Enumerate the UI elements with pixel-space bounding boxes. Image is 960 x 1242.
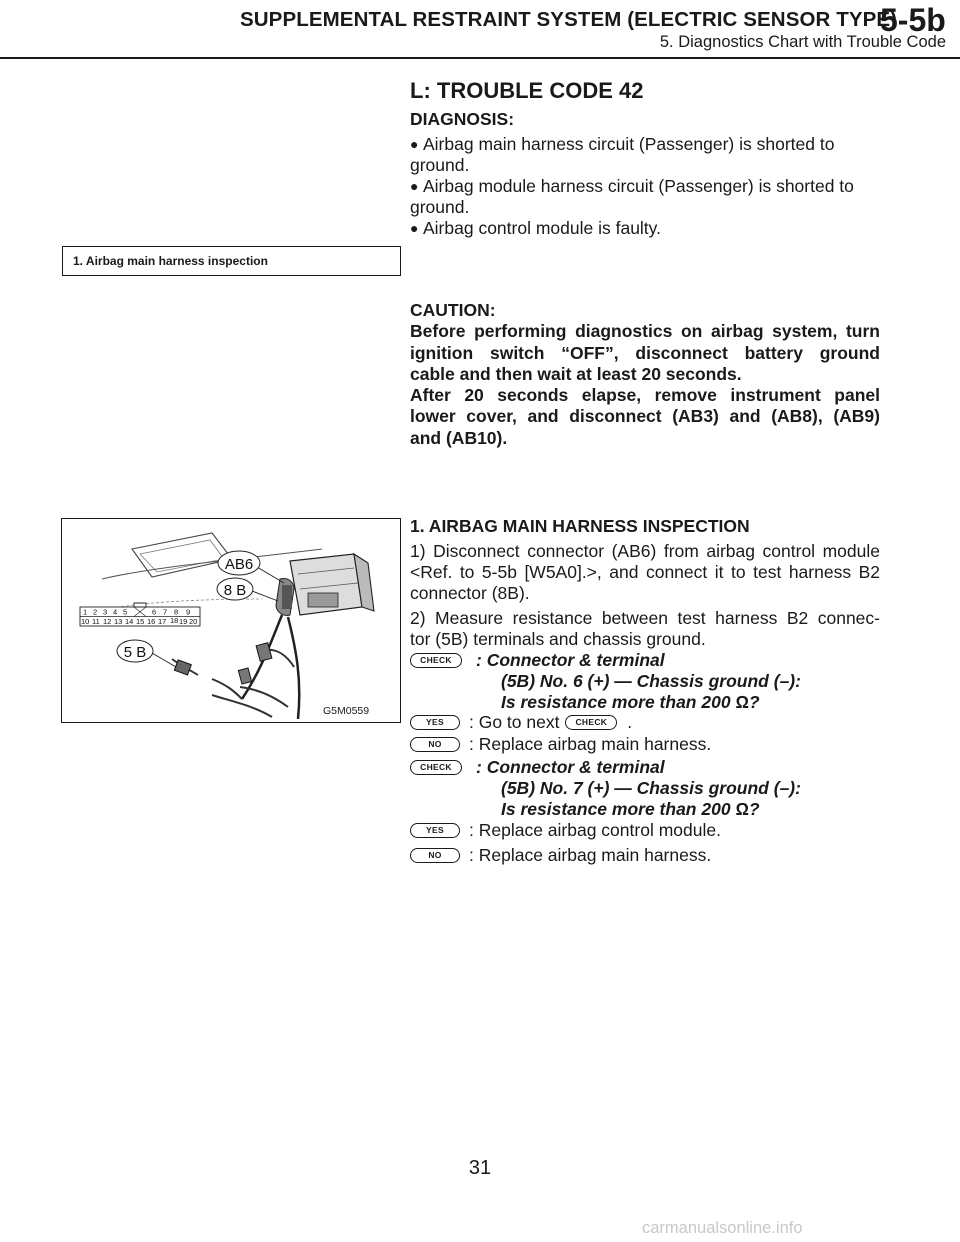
diagnosis-label: DIAGNOSIS: (410, 109, 515, 129)
check-badge-icon: CHECK (410, 760, 462, 775)
check-badge-icon: CHECK (565, 715, 617, 730)
svg-text:3: 3 (103, 607, 108, 617)
callout-5b: 5 B (123, 644, 147, 661)
no-row (410, 845, 711, 866)
bullet-icon: ● (410, 136, 419, 152)
svg-text:16: 16 (147, 617, 156, 626)
diagnosis-bullet: ● Airbag main harness circuit (Passenger) is shorted to ground. (410, 134, 835, 175)
yes-text: : Go to next CHECK . (469, 712, 633, 732)
diagnosis-bullet: ● Airbag control module is faulty. (410, 218, 661, 238)
no-badge-icon: NO (410, 848, 460, 863)
check-badge-icon: CHECK (410, 653, 462, 668)
svg-text:17: 17 (158, 617, 167, 626)
svg-text:6: 6 (152, 607, 157, 617)
header-rule (0, 57, 960, 59)
no-text: : Replace airbag main harness. (469, 734, 712, 754)
trouble-code-heading: L: TROUBLE CODE 42 (410, 78, 644, 103)
svg-text:20: 20 (189, 617, 198, 626)
svg-text:2: 2 (93, 607, 98, 617)
connector-pin-diagram (80, 603, 200, 626)
check-row (410, 757, 801, 820)
caution-block: CAUTION: Before performing diagnostics on airbag system, turn ignition switch “OFF”, disconnect battery ground cable and then wait at least 20 seconds. After 20 seconds elapse, remove instrument panel lower cover, and disconnect (AB3) and (AB8), (AB9) and (AB10). (410, 300, 880, 448)
svg-text:5: 5 (123, 607, 128, 617)
harness-illustration (62, 519, 400, 722)
step-1: 1) Disconnect connector (AB6) from airbag control module <Ref. to 5-5b [W5A0].>, and connect it to test harness B2 connector (8B). (410, 541, 880, 603)
yes-row (410, 712, 632, 733)
section-title: SUPPLEMENTAL RESTRAINT SYSTEM (ELECTRIC SENSOR TYPE) (240, 8, 898, 31)
svg-text:8: 8 (174, 607, 179, 617)
svg-text:18: 18 (170, 616, 179, 625)
yes-row (410, 820, 721, 841)
yes-badge-icon: YES (410, 823, 460, 838)
no-row (410, 734, 711, 755)
svg-text:4: 4 (113, 607, 118, 617)
svg-text:12: 12 (103, 617, 112, 626)
svg-text:14: 14 (125, 617, 134, 626)
svg-text:11: 11 (92, 617, 100, 626)
callout-ab6: AB6 (224, 556, 254, 573)
svg-text:7: 7 (163, 607, 168, 617)
no-badge-icon: NO (410, 737, 460, 752)
harness-figure (61, 518, 401, 723)
footer-watermark: carmanualsonline.info (642, 1219, 803, 1237)
no-text: : Replace airbag main harness. (469, 845, 712, 865)
check-text: : Connector & terminal (5B) No. 7 (+) — Chassis ground (–): Is resistance more than 200 Ω? (476, 757, 801, 819)
yes-badge-icon: YES (410, 715, 460, 730)
bullet-icon: ● (410, 220, 419, 236)
flow-step-box: 1. Airbag main harness inspection (62, 246, 401, 276)
figure-code: G5M0559 (323, 705, 370, 717)
section-code: 5-5b (880, 2, 946, 38)
yes-text: : Replace airbag control module. (469, 820, 721, 840)
svg-text:10: 10 (81, 617, 90, 626)
svg-text:15: 15 (136, 617, 145, 626)
svg-text:9: 9 (186, 607, 191, 617)
svg-text:19: 19 (179, 617, 188, 626)
svg-text:1: 1 (83, 607, 88, 617)
diagnosis-bullet: ● Airbag module harness circuit (Passenger) is shorted to ground. (410, 176, 854, 217)
page-number: 31 (468, 1157, 492, 1179)
section-subtitle: 5. Diagnostics Chart with Trouble Code (659, 33, 946, 51)
bullet-icon: ● (410, 178, 419, 194)
check-text: : Connector & terminal (5B) No. 6 (+) — Chassis ground (–): Is resistance more than 200 Ω? (476, 650, 801, 712)
svg-text:13: 13 (114, 617, 123, 626)
inspection-title: 1. AIRBAG MAIN HARNESS INSPECTION (410, 516, 750, 536)
check-row (410, 650, 801, 713)
callout-8b: 8 B (223, 582, 247, 599)
step-2: 2) Measure resistance between test harness B2 connec- tor (5B) terminals and chassis ground. (410, 608, 880, 649)
